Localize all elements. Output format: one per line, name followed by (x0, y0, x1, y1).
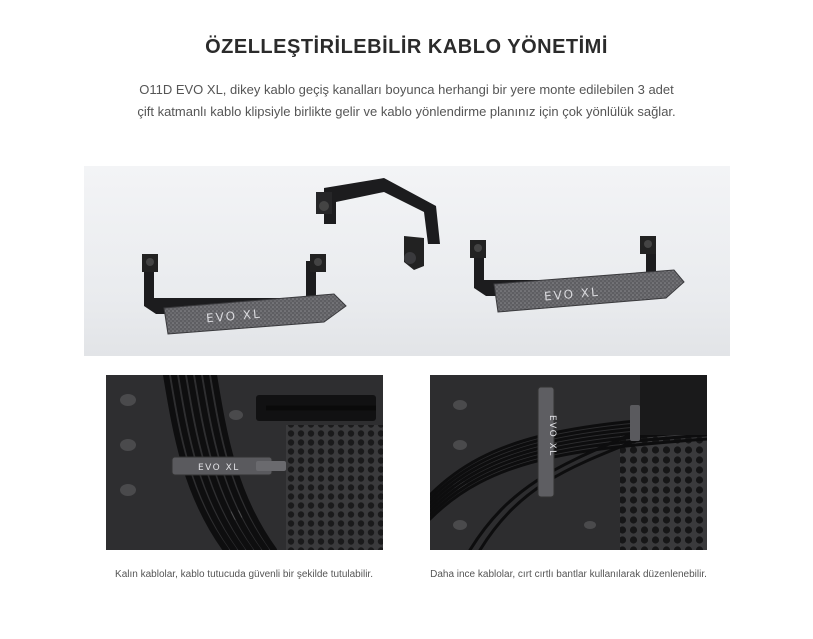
thick-cables-photo (106, 375, 383, 550)
hero-strap-label-right: EVO XL (543, 284, 601, 304)
middle-cable-clip (316, 178, 440, 270)
left-cable-clip (142, 254, 346, 334)
photo-right-strap-label: EVO XL (547, 415, 557, 457)
section-title: ÖZELLEŞTİRİLEBİLİR KABLO YÖNETİMİ (205, 36, 608, 58)
thin-cables-photo (430, 375, 707, 550)
section-description: O11D EVO XL, dikey kablo geçiş kanalları boyunca herhangi bir yere monte edilebilen 3 adet çift katmanlı kablo klipsiyle birlikte gelir ve kablo yönlendirme planınız için çok yönlülük sağlar. (137, 82, 676, 119)
thick-cables-caption: Kalın kablolar, kablo tutucuda güvenli bir şekilde tutulabilir. (115, 569, 373, 580)
right-cable-clip (470, 236, 684, 312)
thin-cables-caption: Daha ince kablolar, cırt cırtlı bantlar kullanılarak düzenlenebilir. (430, 569, 707, 580)
photo-left-strap-label: EVO XL (198, 463, 240, 473)
cable-clips-product-image (84, 166, 730, 356)
hero-strap-label-left: EVO XL (205, 306, 263, 326)
